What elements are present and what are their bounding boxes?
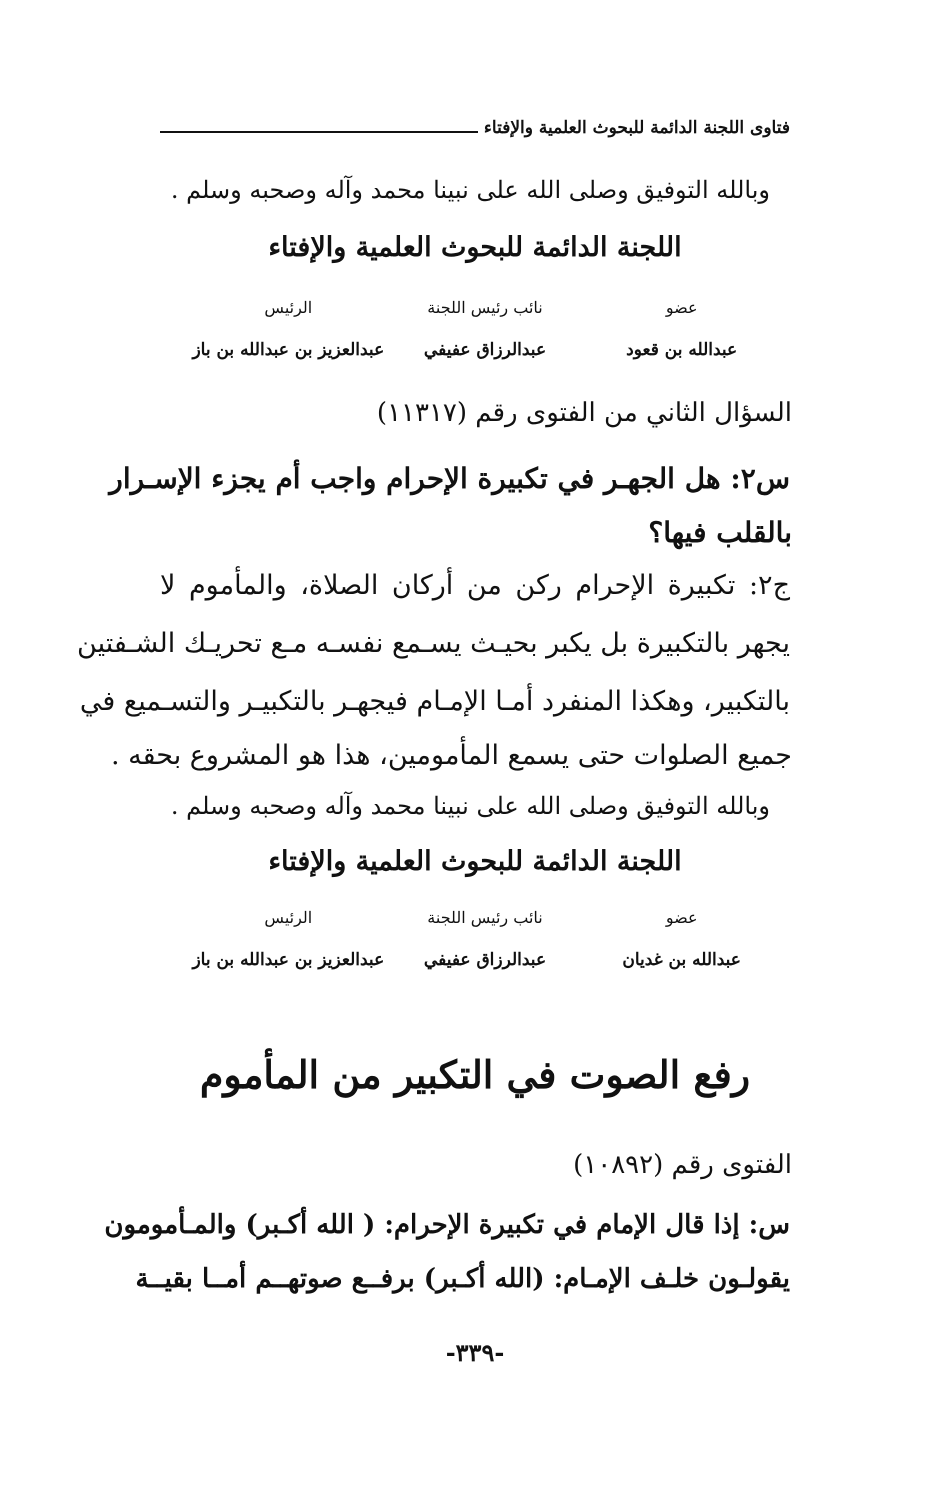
signatory-name-vice: عبدالرزاق عفيفي <box>423 950 547 970</box>
committee-heading-1: اللجنة الدائمة للبحوث العلمية والإفتاء <box>268 232 682 263</box>
signatory-title-vice: نائب رئيس اللجنة <box>427 298 543 317</box>
signatory-title-chair: عضو <box>665 298 698 317</box>
signatory-names-2 <box>190 950 780 970</box>
section-question-line-2: يقولـون خلـف الإمـام: (الله أكـبر) برفــع صوتهــم أمــا بقيــة <box>135 1264 790 1294</box>
signatory-name-member: عبدالله بن غديان <box>622 950 741 970</box>
signatories-2 <box>190 908 780 927</box>
answer-2-line-3: بالتكبير، وهكذا المنفرد أمـا الإمـام فيجهـر بالتكبيـر والتسـميع في <box>79 686 790 717</box>
closing-blessing-2: وبالله التوفيق وصلى الله على نبينا محمد وآله وصحبه وسلم . <box>170 792 770 820</box>
question-2-line-1: س٢: هل الجهـر في تكبيرة الإحرام واجب أم يجزء الإسـرار <box>109 462 790 495</box>
signatory-title-chair: عضو <box>665 908 698 927</box>
running-header-title: فتاوى اللجنة الدائمة للبحوث العلمية والإفتاء <box>483 118 790 138</box>
page-number: -٣٣٩- <box>445 1338 505 1367</box>
section-title: رفع الصوت في التكبير من المأموم <box>199 1052 751 1097</box>
signatory-title-vice: نائب رئيس اللجنة <box>427 908 543 927</box>
signatory-name-vice: عبدالرزاق عفيفي <box>423 340 547 360</box>
signatories-1 <box>190 298 780 317</box>
signatory-name-chair: عبدالعزيز بن عبدالله بن باز <box>192 950 385 970</box>
signatory-name-chair: عبدالعزيز بن عبدالله بن باز <box>192 340 385 360</box>
question-2-line-2: بالقلب فيها؟ <box>648 516 792 549</box>
committee-heading-2: اللجنة الدائمة للبحوث العلمية والإفتاء <box>268 846 682 877</box>
fatwa-reference-10892: الفتوى رقم (١٠٨٩٢) <box>573 1150 792 1180</box>
signatory-name-member: عبدالله بن قعود <box>626 340 738 360</box>
running-header <box>160 118 790 138</box>
answer-2-line-1: ج٢: تكبيرة الإحرام ركن من أركان الصلاة، والمأموم لا <box>160 570 790 601</box>
answer-2-line-2: يجهر بالتكبيرة بل يكبر بحيـث يسـمع نفسـه مـع تحريـك الشـفتين <box>77 628 790 659</box>
section-question-line-1: س: إذا قال الإمام في تكبيرة الإحرام: ( الله أكـبر) والمـأمومون <box>104 1210 790 1240</box>
signatory-title-member: الرئيس <box>264 298 313 317</box>
signatory-names-1 <box>190 340 780 360</box>
answer-2-line-4: جميع الصلوات حتى يسمع المأمومين، هذا هو المشروع بحقه . <box>110 740 792 771</box>
header-rule <box>160 131 478 133</box>
closing-blessing-1: وبالله التوفيق وصلى الله على نبينا محمد وآله وصحبه وسلم . <box>170 176 770 204</box>
fatwa-reference-11317: السؤال الثاني من الفتوى رقم (١١٣١٧) <box>376 398 792 428</box>
signatory-title-member: الرئيس <box>264 908 313 927</box>
